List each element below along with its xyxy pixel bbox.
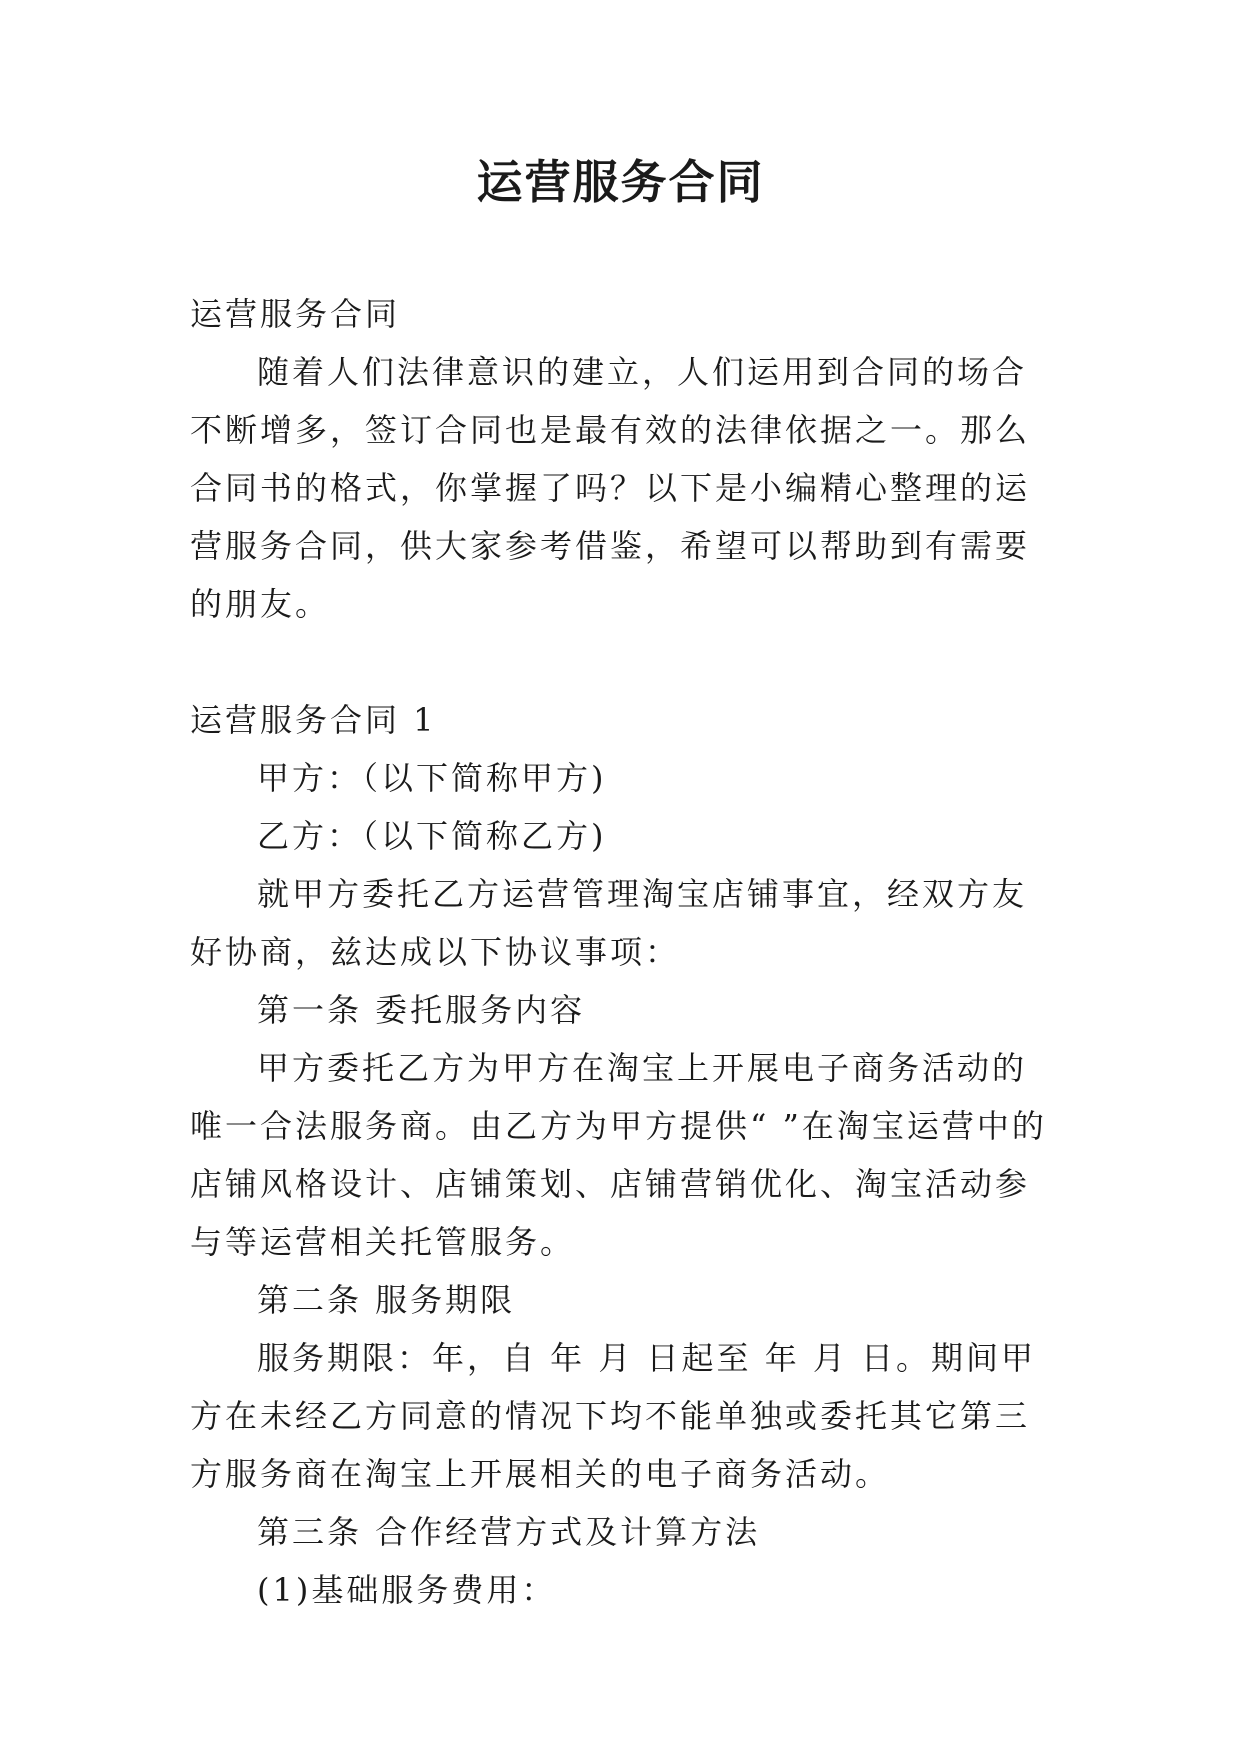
article-2-heading: 第二条 服务期限 xyxy=(257,1281,516,1319)
article-1-paragraph: 甲方委托乙方为甲方在淘宝上开展电子商务活动的唯一合法服务商。由乙方为甲方提供“ ”在淘宝运营中的店铺风格设计、店铺策划、店铺营销优化、淘宝活动参与等运营相关托管服务。 xyxy=(190,1049,1047,1261)
party-b-line: 乙方：（以下简称乙方) xyxy=(257,817,607,855)
article-3-item-1: (1)基础服务费用： xyxy=(257,1571,557,1609)
article-1-heading: 第一条 委托服务内容 xyxy=(257,991,586,1029)
intro-paragraph: 随着人们法律意识的建立，人们运用到合同的场合不断增多，签订合同也是最有效的法律依据之一。那么合同书的格式，你掌握了吗？以下是小编精心整理的运营服务合同，供大家参考借鉴，希望可以帮助到有需要的朋友。 xyxy=(190,353,1031,623)
document-body xyxy=(190,285,1050,1619)
document-title: 运营服务合同 xyxy=(476,155,765,209)
article-2-paragraph: 服务期限：年，自 年 月 日起至 年 月 日。期间甲方在未经乙方同意的情况下均不能单独或委托其它第三方服务商在淘宝上开展相关的电子商务活动。 xyxy=(190,1339,1037,1493)
article-3-heading: 第三条 合作经营方式及计算方法 xyxy=(257,1513,761,1551)
preamble-paragraph: 就甲方委托乙方运营管理淘宝店铺事宜，经双方友好协商，兹达成以下协议事项： xyxy=(190,875,1028,971)
party-a-line: 甲方：（以下简称甲方) xyxy=(257,759,607,797)
contract-heading-1: 运营服务合同 1 xyxy=(190,701,437,739)
section-heading-intro: 运营服务合同 xyxy=(190,295,401,333)
